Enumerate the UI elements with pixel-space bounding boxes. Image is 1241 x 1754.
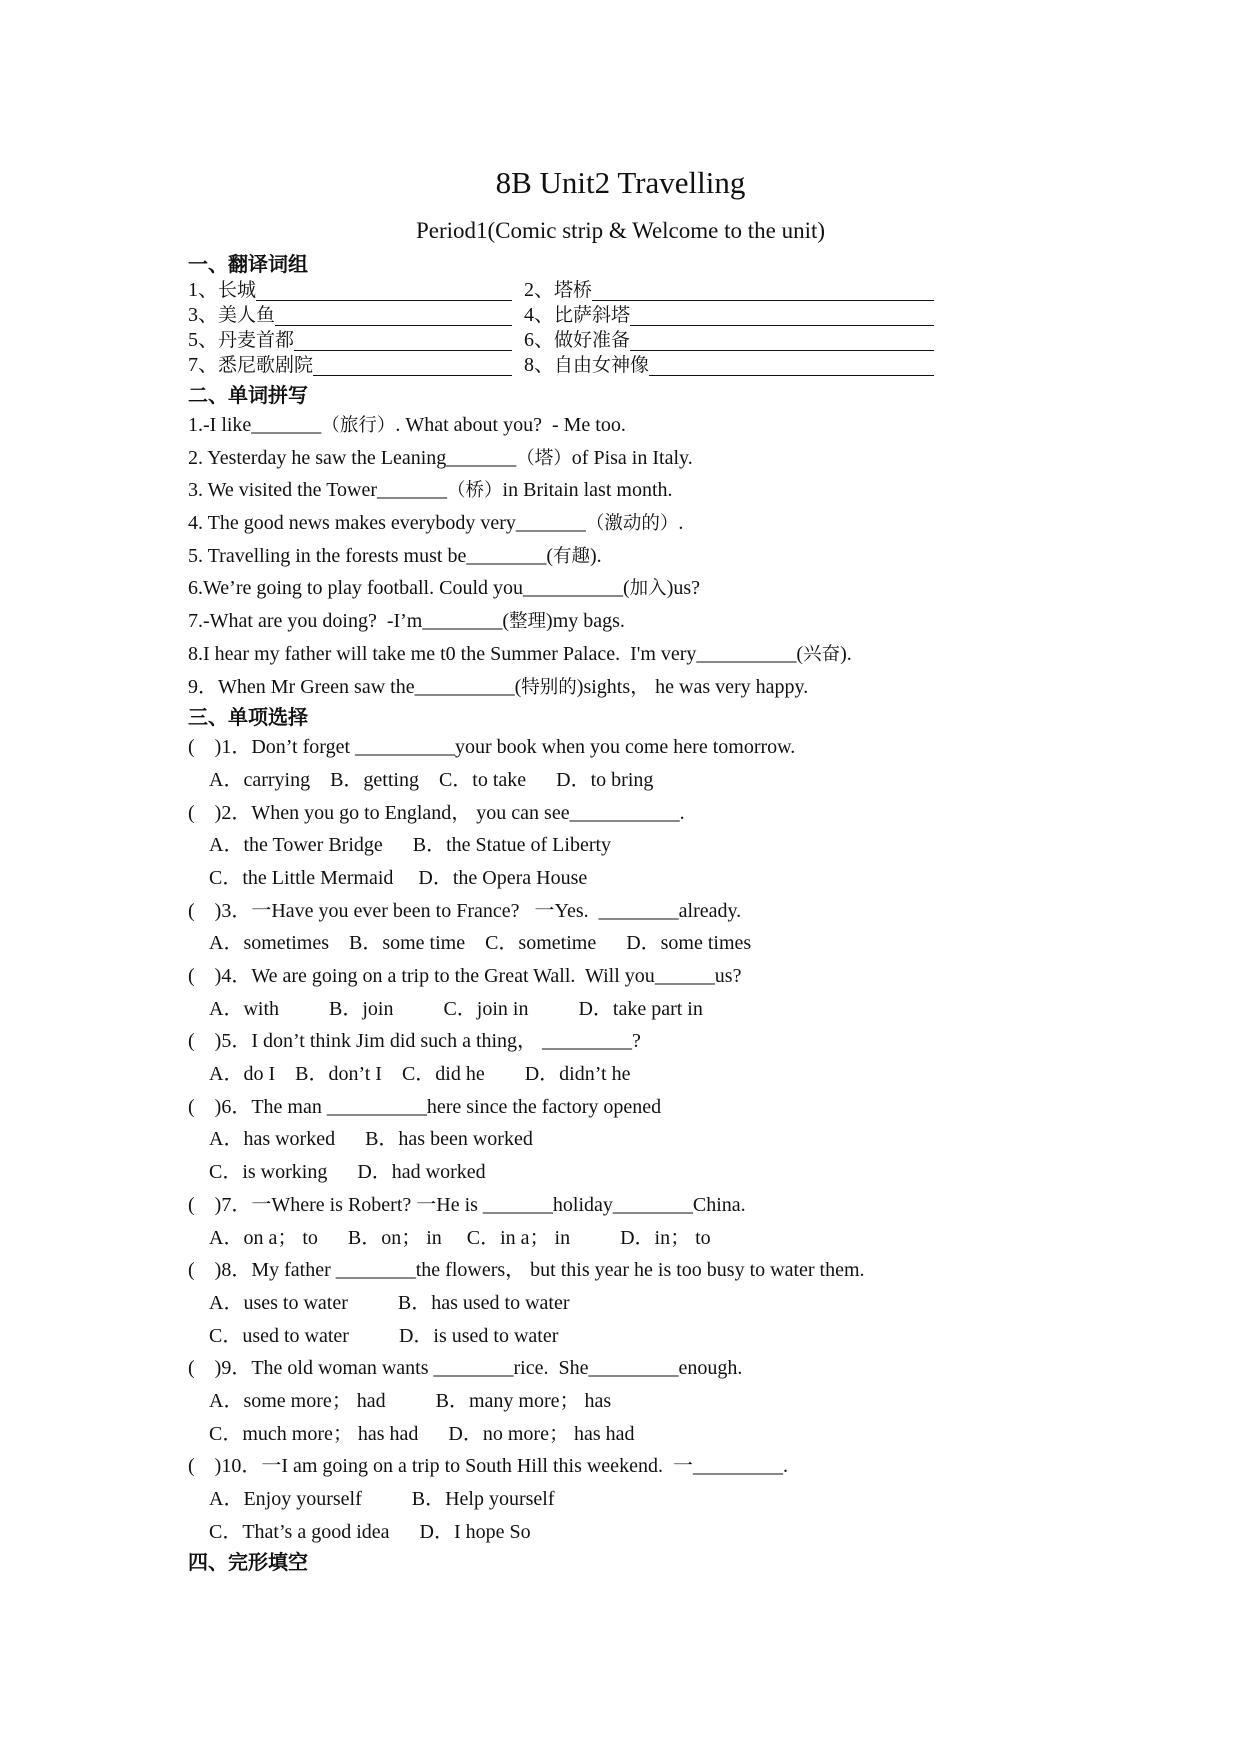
spelling-item xyxy=(188,572,1188,605)
question-line: ( )10．一I am going on a trip to South Hill this weekend. 一_________. xyxy=(188,1455,788,1478)
spelling-text-end: )my bags. xyxy=(546,610,625,633)
item-text: 自由女神像 xyxy=(554,354,650,376)
spelling-text: 9．When Mr Green saw the__________( xyxy=(188,675,522,698)
options-line: A．sometimes B．some time C．sometime D．some times xyxy=(209,932,752,955)
item-text: 丹麦首都 xyxy=(218,329,295,351)
spelling-text-end: . What about you? - Me too. xyxy=(395,414,626,436)
item-text: 做好准备 xyxy=(554,329,631,351)
spelling-item xyxy=(188,671,1188,704)
translation-item xyxy=(188,278,512,303)
options-line: A．some more； had B．many more； has xyxy=(209,1389,612,1412)
item-text: 长城 xyxy=(218,279,257,301)
section1-heading: 一、翻译词组 xyxy=(188,252,308,276)
options-line: C．the Little Mermaid D．the Opera House xyxy=(209,866,588,889)
translation-item xyxy=(524,353,934,378)
spelling-text: 6.We’re going to play football. Could you__________( xyxy=(188,577,630,600)
translation-row xyxy=(188,303,1188,328)
options-line: A．uses to water B．has used to water xyxy=(209,1291,570,1314)
question-line: ( )4．We are going on a trip to the Great Wall. Will you______us? xyxy=(188,965,742,987)
question-line: ( )1．Don’t forget __________your book when you come here tomorrow. xyxy=(188,736,796,759)
item-number: 3、 xyxy=(188,304,218,326)
options-line: A．has worked B．has been worked xyxy=(209,1128,533,1151)
section2-heading: 二、单词拼写 xyxy=(188,383,308,407)
spelling-list xyxy=(188,409,1188,703)
spelling-item xyxy=(188,540,1188,573)
chinese-hint: 整理 xyxy=(509,611,547,633)
item-text: 比萨斜塔 xyxy=(554,304,631,326)
page-title: 8B Unit2 Travelling xyxy=(495,165,746,200)
spelling-item xyxy=(188,474,1188,507)
item-number: 6、 xyxy=(524,329,554,351)
spelling-text-end: . xyxy=(678,512,684,535)
spelling-text-end: of Pisa in Italy. xyxy=(571,446,693,469)
translation-item xyxy=(524,328,934,353)
answer-line[interactable] xyxy=(592,278,934,301)
spelling-text: 5. Travelling in the forests must be________( xyxy=(188,544,553,567)
spelling-item xyxy=(188,507,1188,540)
spelling-text: 1.-I like_______ xyxy=(188,414,322,436)
translation-item xyxy=(188,353,512,378)
item-number: 8、 xyxy=(524,354,554,376)
item-text: 塔桥 xyxy=(554,279,593,301)
chinese-hint: （塔） xyxy=(516,447,572,469)
options-line: A．carrying B．getting C．to take D．to bring xyxy=(209,768,654,791)
answer-line[interactable] xyxy=(649,353,934,376)
spelling-text: 8.I hear my father will take me t0 the Summer Palace. I'm very__________( xyxy=(188,642,804,665)
question-line: ( )9．The old woman wants ________rice. She_________enough. xyxy=(188,1357,743,1380)
worksheet-body xyxy=(188,250,1188,1576)
section4-heading: 四、完形填空 xyxy=(188,1550,308,1575)
chinese-hint: （激动的） xyxy=(585,513,679,535)
question-line: ( )7．一Where is Robert? 一He is _______holiday________China. xyxy=(188,1193,746,1216)
answer-line[interactable] xyxy=(294,328,512,351)
options-line: A．with B．join C．join in D．take part in xyxy=(209,997,703,1020)
answer-line[interactable] xyxy=(630,303,934,326)
translation-item xyxy=(188,303,512,328)
spelling-item xyxy=(188,638,1188,671)
spelling-text-end: )sights， he was very happy. xyxy=(576,675,809,698)
options-line: C．used to water D．is used to water xyxy=(209,1324,559,1347)
question-line: ( )3．一Have you ever been to France? 一Yes. ________already. xyxy=(188,899,742,922)
translation-table xyxy=(188,278,1188,378)
translation-row xyxy=(188,353,1188,378)
answer-line[interactable] xyxy=(256,278,512,301)
spelling-item xyxy=(188,409,1188,442)
options-line: A．do I B．don’t I C．did he D．didn’t he xyxy=(209,1063,631,1086)
spelling-text-end: )us? xyxy=(666,577,701,600)
item-number: 7、 xyxy=(188,354,218,376)
answer-line[interactable] xyxy=(275,303,512,326)
spelling-text: 4. The good news makes everybody very_______ xyxy=(188,512,586,535)
choice-list xyxy=(188,731,1188,1548)
spelling-text-end: in Britain last month. xyxy=(502,479,673,502)
section3-heading: 三、单项选择 xyxy=(188,705,308,730)
translation-item xyxy=(524,278,934,303)
spelling-text: 2. Yesterday he saw the Leaning_______ xyxy=(188,446,517,469)
item-number: 4、 xyxy=(524,304,554,326)
spelling-text: 3. We visited the Tower_______ xyxy=(188,479,447,502)
chinese-hint: 加入 xyxy=(629,578,667,600)
chinese-hint: 有趣 xyxy=(552,545,590,567)
answer-line[interactable] xyxy=(630,328,934,351)
options-line: C．is working D．had worked xyxy=(209,1161,486,1184)
spelling-item xyxy=(188,442,1188,475)
translation-row xyxy=(188,278,1188,303)
options-line: A．the Tower Bridge B．the Statue of Liberty xyxy=(209,834,612,857)
chinese-hint: 特别的 xyxy=(521,676,577,698)
question-line: ( )2．When you go to England， you can see___________. xyxy=(188,801,685,824)
question-line: ( )6．The man __________here since the factory opened xyxy=(188,1095,662,1118)
question-line: ( )8．My father ________the flowers， but this year he is too busy to water them. xyxy=(188,1259,865,1282)
chinese-hint: 兴奋 xyxy=(803,643,841,665)
translation-item xyxy=(188,328,512,353)
options-line: A．Enjoy yourself B．Help yourself xyxy=(209,1488,555,1510)
chinese-hint: （旅行） xyxy=(321,415,396,436)
question-line: ( )5．I don’t think Jim did such a thing， _________? xyxy=(188,1030,641,1053)
item-number: 5、 xyxy=(188,329,218,351)
spelling-item xyxy=(188,605,1188,638)
chinese-hint: （桥） xyxy=(447,480,503,502)
options-line: C．much more； has had D．no more； has had xyxy=(209,1422,635,1445)
options-line: C．That’s a good idea D．I hope So xyxy=(209,1520,531,1543)
item-number: 1、 xyxy=(188,279,218,301)
translation-row xyxy=(188,328,1188,353)
spelling-text-end: ). xyxy=(840,642,852,665)
options-line: A．on a； to B．on； in C．in a； in D．in； to xyxy=(209,1226,711,1249)
answer-line[interactable] xyxy=(313,353,512,376)
translation-item xyxy=(524,303,934,328)
item-number: 2、 xyxy=(524,279,554,301)
spelling-text: 7.-What are you doing? -I’m________( xyxy=(188,610,510,633)
page-subtitle: Period1(Comic strip & Welcome to the unit) xyxy=(415,218,826,243)
item-text: 美人鱼 xyxy=(218,304,276,326)
item-text: 悉尼歌剧院 xyxy=(218,354,314,376)
spelling-text-end: ). xyxy=(590,544,602,567)
